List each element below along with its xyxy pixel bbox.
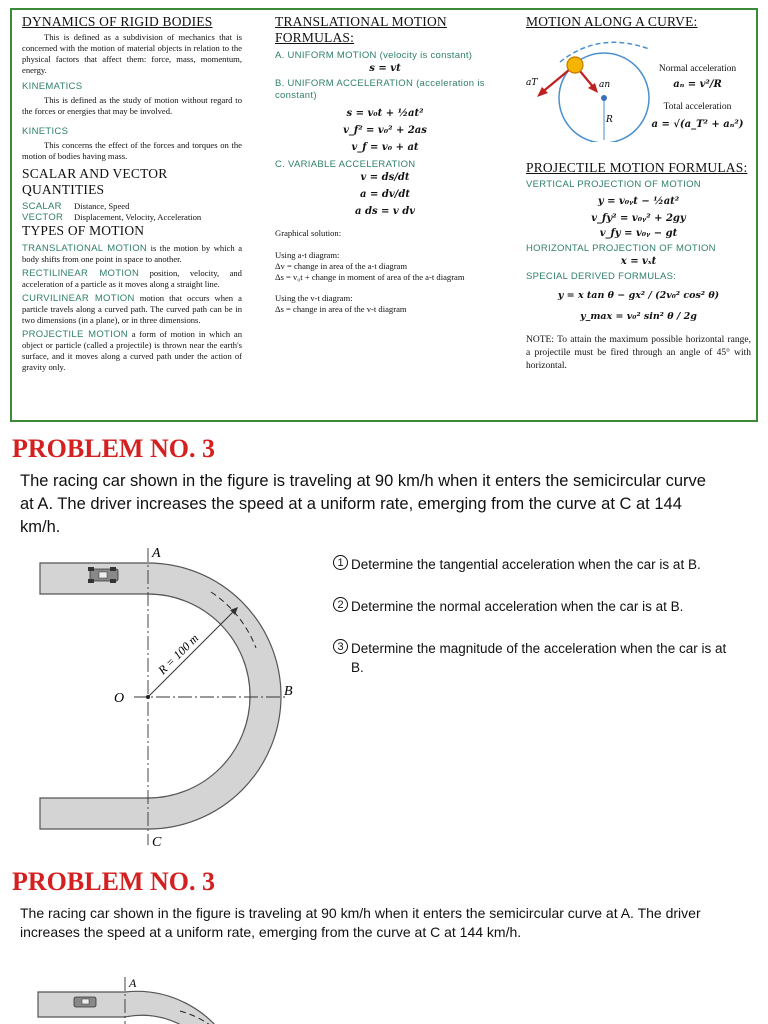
question-3-text: Determine the magnitude of the acceleration when the car is at B. <box>351 641 727 675</box>
horizontal-eq: x = vₓt <box>620 256 657 267</box>
label-O: O <box>114 691 125 706</box>
translational-text: is the motion by which a body shifts from one point in space to another. <box>22 243 243 264</box>
translational-title-1: TRANSLATIONAL MOTION <box>275 14 447 29</box>
uniform-motion-eq: s = vt <box>369 63 401 74</box>
uniform-accel-eq1: s = v₀t + ½at² <box>346 108 424 119</box>
vector-text: Displacement, Velocity, Acceleration <box>74 212 202 222</box>
curve-title: MOTION ALONG A CURVE: <box>526 14 698 29</box>
special-eq2: y_max = v₀² sin² θ / 2g <box>580 311 697 322</box>
variable-accel-eq1: v = ds/dt <box>360 172 410 183</box>
vertical-eq1: y = v₀ᵧt − ½at² <box>597 196 680 207</box>
translational-title-2: FORMULAS: <box>275 30 355 45</box>
vertical-eq3: v_fy = v₀ᵧ − gt <box>599 228 678 239</box>
track-figure-1 <box>30 540 320 850</box>
types-title: TYPES OF MOTION <box>22 223 145 238</box>
race-car-icon-2 <box>74 997 96 1007</box>
variable-accel-eq2: a = dv/dt <box>360 189 410 200</box>
vertical-proj-label: VERTICAL PROJECTION OF MOTION <box>526 179 701 190</box>
rectilinear-item <box>22 268 242 290</box>
curve-motion-figure <box>520 32 650 142</box>
curvilinear-label: CURVILINEAR MOTION <box>22 293 135 304</box>
an-label: an <box>599 80 611 90</box>
R-label: R <box>606 115 613 125</box>
label-C: C <box>152 835 162 850</box>
column-translational <box>275 14 495 315</box>
kinematics-text: This is defined as the study of motion without regard to the forces or energies that may be involved. <box>22 95 242 116</box>
uniform-accel-eq2: v_f² = v₀² + 2as <box>343 125 427 136</box>
center-O <box>146 695 150 699</box>
normal-accel-label: Normal acceleration <box>658 64 737 74</box>
projectile-section <box>526 160 751 373</box>
scalar-label: SCALAR <box>22 201 62 212</box>
kinetics-label: KINETICS <box>22 126 69 137</box>
vt-diagram-title: Using the v-t diagram: <box>275 293 353 303</box>
normal-accel-eq: aₙ = v²/R <box>673 79 722 90</box>
projectile-text: a form of motion in which an object or particle (called a projectile) is thrown near the earth's surface, and it moves along a curved path under the action of gravity only. <box>22 329 242 372</box>
note-text: NOTE: To attain the maximum possible horizontal range, a projectile must be fired through an angle of 45° with horizontal. <box>526 335 751 371</box>
problem-title-2: PROBLEM NO. 3 <box>12 867 215 896</box>
rectilinear-text: position, velocity, and acceleration of a particle as it moves along a straight line. <box>22 268 242 289</box>
track-road <box>40 563 281 829</box>
question-2 <box>333 597 758 616</box>
projectile-label: PROJECTILE MOTION <box>22 329 128 340</box>
curvilinear-item <box>22 293 242 326</box>
uniform-accel-label: B. UNIFORM ACCELERATION (acceleration is constant) <box>275 78 485 101</box>
track-figure-2 <box>30 975 250 1024</box>
label-A-2: A <box>129 976 137 990</box>
column-curve <box>526 14 751 30</box>
vt-diagram-line1: Δs = change in area of the v-t diagram <box>275 304 407 314</box>
uniform-motion-label: A. UNIFORM MOTION (velocity is constant) <box>275 50 473 61</box>
kinematics-label: KINEMATICS <box>22 81 83 92</box>
curve-formulas <box>640 64 755 130</box>
label-R: R = 100 m <box>155 631 202 678</box>
rectilinear-label: RECTILINEAR MOTION <box>22 268 140 279</box>
center-dot <box>601 95 607 101</box>
question-1-number: 1 <box>333 555 348 570</box>
total-accel-eq: a = √(a_T² + aₙ²) <box>651 119 744 130</box>
questions-list <box>333 555 758 677</box>
special-formulas-label: SPECIAL DERIVED FORMULAS: <box>526 271 677 282</box>
question-2-text: Determine the normal acceleration when the car is at B. <box>351 599 684 614</box>
vertical-eq2: v_fy² = v₀ᵧ² + 2gy <box>591 213 686 224</box>
variable-accel-label: C. VARIABLE ACCELERATION <box>275 159 416 170</box>
special-eq1: y = x tan θ − gx² / (2v₀² cos² θ) <box>557 290 720 301</box>
normal-arrowhead <box>588 83 598 93</box>
vector-row <box>22 212 242 223</box>
at-diagram-line2: Δs = v₀t + change in moment of area of the a-t diagram <box>275 272 465 282</box>
problem-text-2: The racing car shown in the figure is traveling at 90 km/h when it enters the semicircular curve at A. The driver increases the speed at a uniform rate, emerging from the curve at C at 144 km/h. <box>20 905 701 940</box>
translational-label: TRANSLATIONAL MOTION <box>22 243 148 254</box>
question-3 <box>333 639 758 677</box>
column-dynamics <box>22 14 242 373</box>
problem-text-1: The racing car shown in the figure is traveling at 90 km/h when it enters the semicircular curve at A. The driver increases the speed at a uniform rate, emerging from the curve at C at 144 km/h. <box>20 472 706 536</box>
label-B: B <box>284 684 293 699</box>
radius-line <box>148 609 236 697</box>
graphical-title: Graphical solution: <box>275 228 342 238</box>
aT-label: aT <box>526 78 538 88</box>
dynamics-title: DYNAMICS OF RIGID BODIES <box>22 14 213 29</box>
particle <box>567 57 583 73</box>
total-accel-label: Total acceleration <box>663 102 732 112</box>
scalar-vector-title: SCALAR AND VECTOR QUANTITIES <box>22 166 168 197</box>
variable-accel-eq3: a ds = v dv <box>354 206 416 217</box>
uniform-accel-eq3: v_f = v₀ + at <box>351 142 419 153</box>
question-1-text: Determine the tangential acceleration when the car is at B. <box>351 557 701 572</box>
label-A: A <box>152 546 161 561</box>
projectile-item <box>22 329 242 373</box>
question-1 <box>333 555 758 574</box>
question-3-number: 3 <box>333 639 348 654</box>
dynamics-intro: This is defined as a subdivision of mechanics that is concerned with the motion of material objects in relation to the physical factors that affect them: force, mass, momentum, energy. <box>22 32 242 75</box>
curvilinear-text: motion that occurs when a particle travels along a curved path. The curved path can be in two dimensions (in a plane), or in three dimensions. <box>22 293 242 325</box>
kinetics-text: This concerns the effect of the forces and torques on the motion of bodies having mass. <box>22 140 242 161</box>
scalar-row <box>22 201 242 212</box>
race-car-icon <box>88 567 118 583</box>
vector-label: VECTOR <box>22 212 64 223</box>
translational-item <box>22 243 242 265</box>
horizontal-proj-label: HORIZONTAL PROJECTION OF MOTION <box>526 243 716 254</box>
at-diagram-title: Using a-t diagram: <box>275 250 340 260</box>
at-diagram-line1: Δv = change in area of the a-t diagram <box>275 261 408 271</box>
problem-title-1: PROBLEM NO. 3 <box>12 434 215 463</box>
question-2-number: 2 <box>333 597 348 612</box>
scalar-text: Distance, Speed <box>74 201 130 211</box>
projectile-title: PROJECTILE MOTION FORMULAS: <box>526 160 748 175</box>
